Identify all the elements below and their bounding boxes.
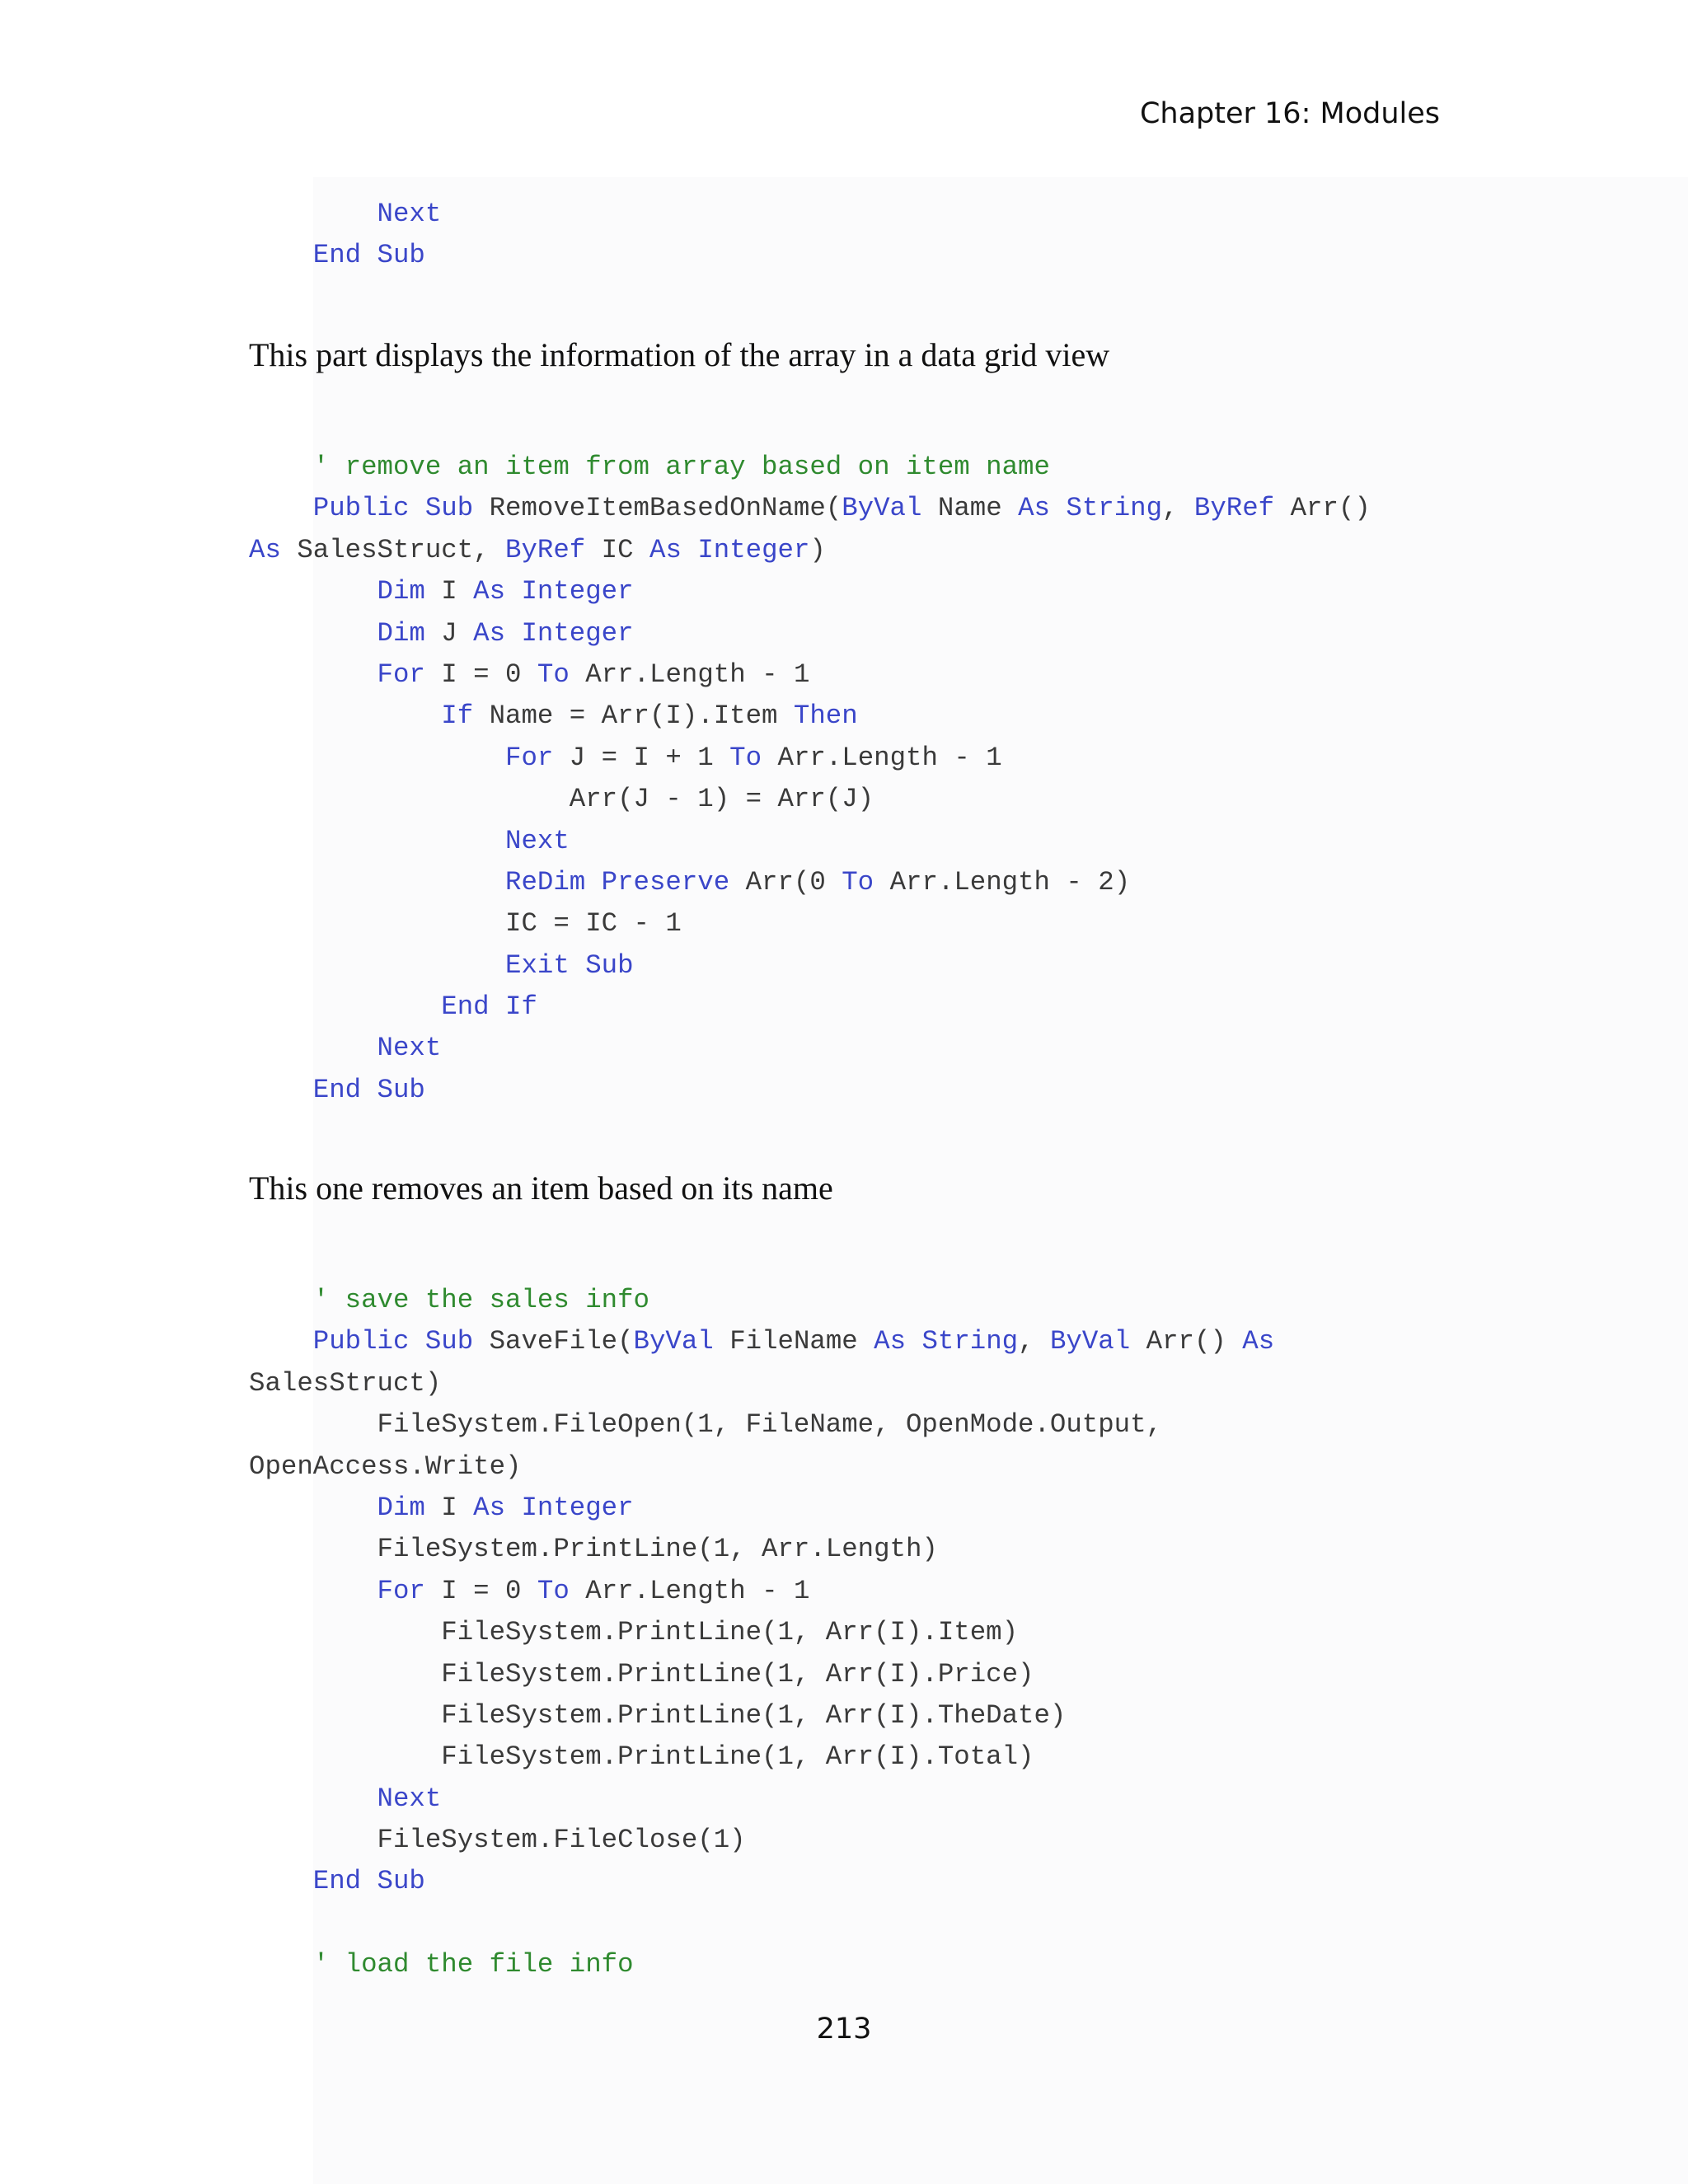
code-keyword: End Sub <box>312 240 425 271</box>
code-keyword: For <box>505 742 554 773</box>
code-text: I = 0 <box>424 1575 537 1606</box>
code-comment: ' load the file info <box>312 1949 634 1980</box>
code-text <box>249 826 505 856</box>
paragraph-2: This one removes an item based on its name <box>249 1169 833 1207</box>
code-text: FileSystem.PrintLine(1, Arr.Length) <box>249 1534 938 1565</box>
code-block-1 <box>249 194 441 277</box>
code-keyword: ByVal <box>1049 1326 1131 1357</box>
code-text: , <box>1162 493 1194 524</box>
code-text: FileSystem.PrintLine(1, Arr(I).Price) <box>249 1658 1034 1690</box>
code-line <box>249 1363 1274 1404</box>
code-line <box>249 1028 1371 1069</box>
code-line <box>249 1695 1274 1736</box>
code-keyword: End Sub <box>312 1866 425 1897</box>
code-text: SalesStruct) <box>249 1367 442 1399</box>
code-comment: ' save the sales info <box>312 1285 649 1315</box>
code-line <box>249 654 1371 696</box>
code-line <box>249 1903 1274 1944</box>
code-keyword: To <box>729 742 762 773</box>
code-line <box>249 613 1371 654</box>
code-keyword: As Integer <box>473 617 634 649</box>
code-text: OpenAccess.Write) <box>249 1451 522 1482</box>
code-line <box>249 194 441 235</box>
code-line <box>249 1529 1274 1570</box>
code-line <box>249 738 1371 779</box>
code-text <box>249 1493 377 1523</box>
code-keyword: Dim <box>377 1492 425 1523</box>
code-line <box>249 862 1371 903</box>
code-text: Arr.Length - 1 <box>569 1575 810 1606</box>
code-line <box>249 903 1371 944</box>
code-keyword: Next <box>377 1033 442 1064</box>
code-text: Arr(J - 1) = Arr(J) <box>249 784 874 815</box>
code-line <box>249 1654 1274 1695</box>
code-text: , <box>1018 1326 1050 1357</box>
code-text: Arr() <box>1274 493 1371 524</box>
code-block-2 <box>249 447 1371 1111</box>
code-text <box>249 950 505 981</box>
code-text <box>249 1285 313 1315</box>
code-text: J = I + 1 <box>553 742 730 773</box>
code-keyword: For <box>377 658 425 690</box>
code-text: Arr(0 <box>729 866 842 898</box>
code-keyword: Dim <box>377 617 425 649</box>
code-keyword: Next <box>377 199 442 229</box>
code-line <box>249 779 1371 820</box>
code-keyword: As Integer <box>649 534 810 565</box>
code-text: I = 0 <box>424 658 537 690</box>
code-text: FileSystem.FileClose(1) <box>249 1825 746 1856</box>
code-line <box>249 1446 1274 1488</box>
code-text <box>249 493 313 523</box>
code-text: Arr() <box>1130 1326 1243 1357</box>
code-line <box>249 1612 1274 1653</box>
code-text <box>249 867 505 898</box>
code-keyword: End Sub <box>312 1074 425 1105</box>
code-line <box>249 1280 1274 1321</box>
paragraph-1: This part displays the information of the array in a data grid view <box>249 336 1110 373</box>
code-text: Arr.Length - 1 <box>762 742 1002 773</box>
page-number: 213 <box>816 2013 872 2046</box>
code-line <box>249 571 1371 612</box>
code-text <box>249 1576 377 1606</box>
code-text <box>249 743 505 773</box>
code-line <box>249 530 1371 571</box>
code-text <box>249 576 377 607</box>
code-keyword: To <box>537 658 570 690</box>
code-keyword: ByRef <box>1193 493 1275 524</box>
code-line <box>249 1820 1274 1861</box>
code-keyword: To <box>842 866 874 898</box>
code-text <box>249 1033 377 1063</box>
code-line <box>249 1571 1274 1612</box>
code-keyword: For <box>377 1575 425 1606</box>
code-text: IC <box>585 534 649 565</box>
code-line <box>249 1404 1274 1446</box>
code-text: ) <box>809 534 826 565</box>
code-keyword: ByRef <box>505 534 586 565</box>
code-keyword: As Integer <box>473 1492 634 1523</box>
code-text: FileSystem.PrintLine(1, Arr(I).Item) <box>249 1617 1019 1648</box>
code-text: RemoveItemBasedOnName( <box>473 493 842 524</box>
code-text: FileSystem.PrintLine(1, Arr(I).TheDate) <box>249 1699 1067 1731</box>
code-text: Arr.Length - 2) <box>874 866 1131 898</box>
code-text: FileSystem.FileOpen(1, FileName, OpenMode.Output, <box>249 1409 1162 1441</box>
code-line <box>249 1779 1274 1820</box>
code-keyword: As Integer <box>473 576 634 607</box>
code-line <box>249 1321 1274 1362</box>
code-keyword: ByVal <box>842 493 922 524</box>
code-line <box>249 488 1371 529</box>
code-text: Arr.Length - 1 <box>569 658 810 690</box>
code-text <box>249 618 377 649</box>
code-line <box>249 1736 1274 1778</box>
code-keyword: Next <box>505 825 570 856</box>
code-text <box>249 199 377 229</box>
code-keyword: Public Sub <box>312 493 474 524</box>
code-keyword: End If <box>441 991 537 1023</box>
code-text: FileName <box>713 1326 874 1357</box>
code-text <box>249 1783 377 1814</box>
code-keyword: Dim <box>377 576 425 607</box>
code-line <box>249 1488 1274 1529</box>
code-line <box>249 945 1371 987</box>
code-keyword: As String <box>1018 493 1163 524</box>
running-header: Chapter 16: Modules <box>1139 97 1440 130</box>
code-text <box>249 1866 313 1896</box>
code-keyword: If <box>441 701 474 732</box>
code-line <box>249 696 1371 737</box>
code-text <box>249 240 313 270</box>
code-text <box>249 659 377 690</box>
code-text: Name = Arr(I).Item <box>473 701 794 732</box>
code-line <box>249 987 1371 1028</box>
code-text: SaveFile( <box>473 1326 634 1357</box>
code-line <box>249 447 1371 488</box>
code-line <box>249 1944 1274 1985</box>
code-keyword: As <box>1242 1326 1275 1357</box>
code-line <box>249 821 1371 862</box>
code-text: SalesStruct, <box>280 534 506 565</box>
code-text <box>249 1075 313 1105</box>
code-keyword: ByVal <box>633 1326 714 1357</box>
code-text: Name <box>921 493 1019 524</box>
code-keyword: Exit Sub <box>505 949 634 981</box>
code-line <box>249 235 441 276</box>
code-keyword: Then <box>793 701 858 732</box>
code-text: J <box>424 617 474 649</box>
code-keyword: As <box>249 534 281 565</box>
code-text: IC = IC - 1 <box>249 908 682 940</box>
code-keyword: Next <box>377 1783 442 1814</box>
code-text <box>249 452 313 482</box>
code-text <box>249 1949 313 1980</box>
code-text <box>249 1326 313 1357</box>
code-keyword: ReDim Preserve <box>505 866 730 898</box>
code-text: FileSystem.PrintLine(1, Arr(I).Total) <box>249 1741 1034 1773</box>
code-text: I <box>424 576 474 607</box>
code-line <box>249 1861 1274 1902</box>
code-line <box>249 1070 1371 1111</box>
code-text <box>249 991 441 1022</box>
code-block-3 <box>249 1280 1274 1986</box>
code-keyword: As String <box>874 1326 1019 1357</box>
code-text <box>249 701 441 731</box>
code-comment: ' remove an item from array based on item name <box>312 452 1050 482</box>
code-text: I <box>424 1492 474 1523</box>
code-keyword: To <box>537 1575 570 1606</box>
code-keyword: Public Sub <box>312 1326 474 1357</box>
